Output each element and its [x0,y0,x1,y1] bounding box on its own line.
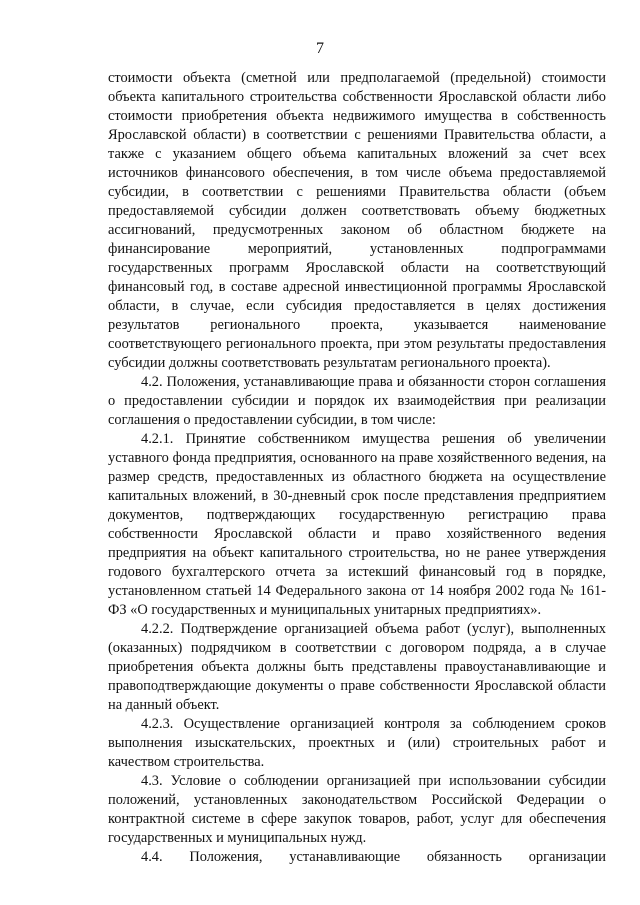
paragraph-4-2-2: 4.2.2. Подтверждение организацией объема работ (услуг), выполненных (оказанных) подрядчиком в соответствии с договором подряда, а в случае приобретения объекта должны быть представлены правоустанавливающие и правоподтверждающие документы о праве собственности Ярославской области на данный объект. [108,621,606,713]
document-body [108,69,606,867]
paragraph-4-2-1: 4.2.1. Принятие собственником имущества решения об увеличении уставного фонда предприятия, основанного на праве хозяйственного ведения, на размер средств, предоставленных из областного бюджета на осуществление капитальных вложений, в 30-дневный срок после представления предприятием документов, подтверждающих государственную регистрацию права собственности Ярославской области и право хозяйственного ведения предприятия на объект капитального строительства, но не ранее утверждения годового бухгалтерского отчета за истекший финансовый год в порядке, установленном статьей 14 Федерального закона от 14 ноября 2002 года № 161-ФЗ «О государственных и муниципальных унитарных предприятиях». [108,431,606,618]
page-number: 7 [316,40,324,57]
paragraph-4-3: 4.3. Условие о соблюдении организацией при использовании субсидии положений, установленных законодательством Российской Федерации о контрактной системе в сфере закупок товаров, работ, услуг для обеспечения государственных и муниципальных нужд. [108,773,606,846]
paragraph-4-4: 4.4. Положения, устанавливающие обязанность организации [141,849,606,865]
paragraph-continuation: стоимости объекта (сметной или предполагаемой (предельной) стоимости объекта капитального строительства собственности Ярославской области либо стоимости приобретения объекта недвижимого имущества в собственность Ярославской области) в соответствии с решениями Правительства области, а также с указанием общего объема капитальных вложений за счет всех источников финансового обеспечения, в том числе объема предоставляемой субсидии, в соответствии с решениями Правительства области (объем предоставляемой субсидии должен соответствовать объему бюджетных ассигнований, предусмотренных законом об областном бюджете на финансирование мероприятий, установленных подпрограммами государственных программ Ярославской области на соответствующий финансовый год, в составе адресной инвестиционной программы Ярославской области, в случае, если субсидия предоставляется в целях достижения результатов регионального проекта, указывается наименование соответствующего регионального проекта, при этом результаты предоставления субсидии должны соответствовать результатам регионального проекта). [108,70,606,371]
paragraph-4-2: 4.2. Положения, устанавливающие права и обязанности сторон соглашения о предоставлении субсидии и порядок их взаимодействия при реализации соглашения о предоставлении субсидии, в том числе: [108,374,606,428]
paragraph-4-2-3: 4.2.3. Осуществление организацией контроля за соблюдением сроков выполнения изыскательских, проектных и (или) строительных работ и качеством строительства. [108,716,606,770]
